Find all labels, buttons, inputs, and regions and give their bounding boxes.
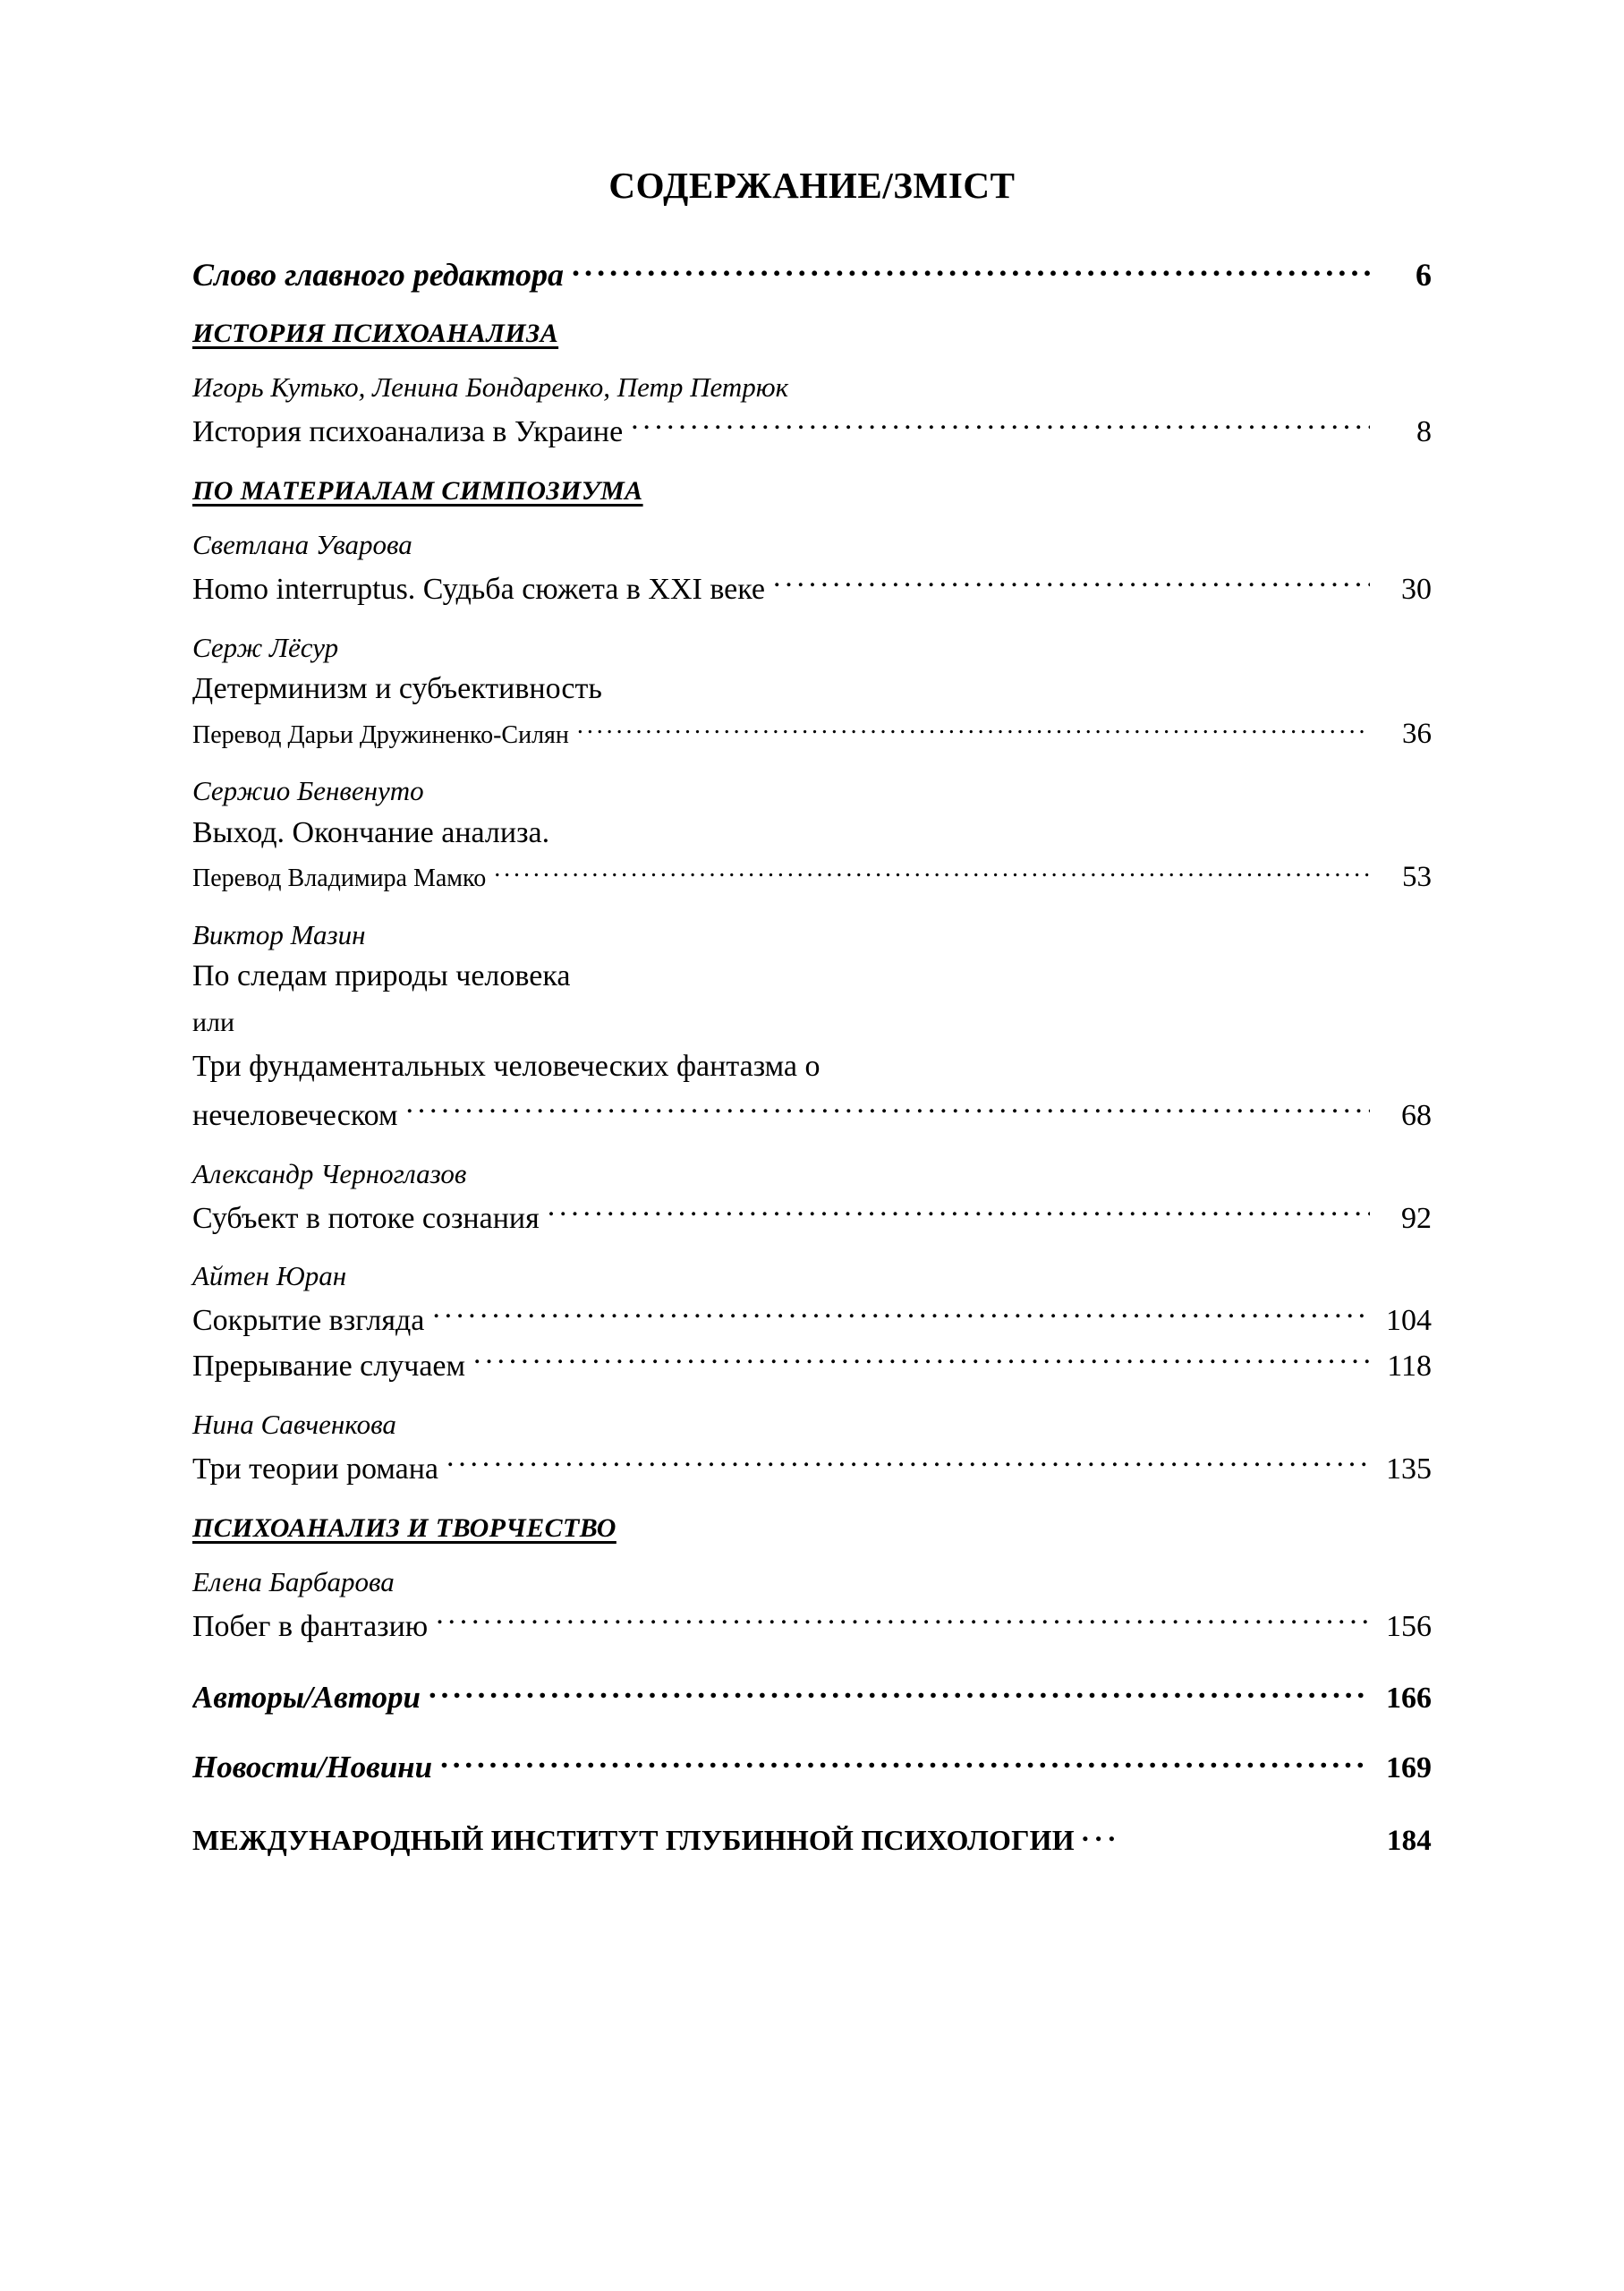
leader-dots — [429, 1676, 1370, 1708]
toc-item-title: Homo interruptus. Судьба сюжета в XXI веке — [192, 573, 766, 607]
toc-entry-label: МЕЖДУНАРОДНЫЙ ИНСТИТУТ ГЛУБИННОЙ ПСИХОЛОГИИ — [192, 1824, 1075, 1857]
toc-item-translator-row[interactable] — [192, 859, 1432, 896]
toc-entry-authors[interactable] — [192, 1676, 1432, 1716]
toc-item-translator-row[interactable] — [192, 716, 1432, 753]
leader-dots — [446, 1448, 1370, 1478]
toc-entry-page: 184 — [1386, 1825, 1432, 1858]
toc-item-title: История психоанализа в Украине — [192, 414, 624, 448]
toc-item-author: Игорь Кутько, Ленина Бондаренко, Петр Петрюк — [192, 371, 789, 404]
section-heading: ПО МАТЕРИАЛАМ СИМПОЗИУМА — [192, 476, 643, 507]
toc-item-title-row[interactable] — [192, 568, 1432, 609]
leader-dots — [436, 1605, 1370, 1636]
toc-item-title-row[interactable] — [192, 1605, 1432, 1647]
toc-entry-institute[interactable] — [192, 1821, 1432, 1858]
toc-section-history — [192, 294, 1432, 451]
toc-item-title: Выход. Окончание анализа. — [192, 815, 550, 849]
toc-item-title-row[interactable] — [192, 1197, 1432, 1239]
toc-item-title-row[interactable] — [192, 1299, 1432, 1341]
toc-item-author: Нина Савченкова — [192, 1408, 396, 1440]
toc-entry-editorial[interactable] — [192, 253, 1432, 294]
toc-item-title: Детерминизм и субъективность — [192, 672, 602, 706]
toc-item-page: 68 — [1401, 1099, 1432, 1133]
toc-item-title-row[interactable] — [192, 1345, 1432, 1386]
toc-entry-label: Авторы/Автори — [192, 1680, 421, 1716]
toc-item-title: Сокрытие взгляда — [192, 1303, 425, 1337]
leader-dots — [577, 718, 1370, 743]
toc-item-page: 36 — [1402, 717, 1432, 750]
toc-item-title-connector: или — [192, 1007, 235, 1037]
toc-item-title-part3: нечеловеческом — [192, 1099, 398, 1133]
page-title: СОДЕРЖАНИЕ/ЗМІСТ — [608, 165, 1016, 206]
leader-dots — [1082, 1821, 1371, 1850]
leader-dots — [432, 1299, 1370, 1330]
leader-dots — [631, 411, 1370, 441]
toc-item-title: Побег в фантазию — [192, 1609, 429, 1643]
toc-item-page: 8 — [1416, 414, 1432, 448]
toc-item-page: 92 — [1401, 1201, 1432, 1235]
leader-dots — [405, 1094, 1370, 1125]
toc-section-symposium — [192, 451, 1432, 1488]
toc-item-page: 118 — [1387, 1350, 1432, 1384]
toc-item-translator: Перевод Владимира Мамко — [192, 864, 487, 893]
toc-item-author: Серж Лёсур — [192, 631, 339, 663]
toc-item-page: 156 — [1386, 1609, 1432, 1643]
toc-section-creativity — [192, 1488, 1432, 1646]
toc-entry-label: Слово главного редактора — [192, 257, 564, 294]
toc-item-title-row[interactable] — [192, 411, 1432, 452]
leader-dots — [440, 1746, 1370, 1777]
toc-item-author: Айтен Юран — [192, 1260, 347, 1292]
leader-dots — [494, 861, 1370, 886]
toc-entry-page: 6 — [1416, 257, 1432, 294]
toc-item-author: Виктор Мазин — [192, 918, 366, 950]
toc-item-title: Субъект в потоке сознания — [192, 1201, 540, 1235]
toc-item-title: Прерывание случаем — [192, 1350, 466, 1384]
toc-entry-page: 169 — [1386, 1751, 1432, 1785]
leader-dots — [773, 568, 1370, 599]
toc-item-title: По следам природы человека — [192, 959, 571, 993]
toc-item-author: Светлана Уварова — [192, 529, 412, 561]
leader-dots — [572, 253, 1370, 285]
toc-item-author: Елена Барбарова — [192, 1566, 395, 1598]
section-heading: ПСИХОАНАЛИЗ И ТВОРЧЕСТВО — [192, 1513, 616, 1544]
toc-entry-page: 166 — [1386, 1682, 1432, 1716]
toc-item-title-row[interactable] — [192, 1448, 1432, 1489]
leader-dots — [473, 1345, 1370, 1375]
toc-item-author: Сержио Бенвенуто — [192, 775, 424, 807]
toc-entry-label: Новости/Новини — [192, 1750, 433, 1785]
toc-item-title: Три теории романа — [192, 1452, 439, 1486]
section-heading: ИСТОРИЯ ПСИХОАНАЛИЗА — [192, 319, 559, 349]
toc-item-page: 135 — [1386, 1452, 1432, 1486]
toc-item-title-part3-row[interactable] — [192, 1094, 1432, 1136]
toc-item-page: 104 — [1386, 1303, 1432, 1337]
toc-content — [192, 166, 1432, 1858]
toc-item-title-part2: Три фундаментальных человеческих фантазма о — [192, 1049, 821, 1083]
toc-entry-news[interactable] — [192, 1746, 1432, 1785]
toc-item-author: Александр Черноглазов — [192, 1157, 467, 1189]
toc-item-translator: Перевод Дарьи Дружиненко-Силян — [192, 720, 569, 749]
toc-item-page: 30 — [1401, 573, 1432, 607]
toc-item-page: 53 — [1402, 861, 1432, 894]
leader-dots — [548, 1197, 1370, 1228]
